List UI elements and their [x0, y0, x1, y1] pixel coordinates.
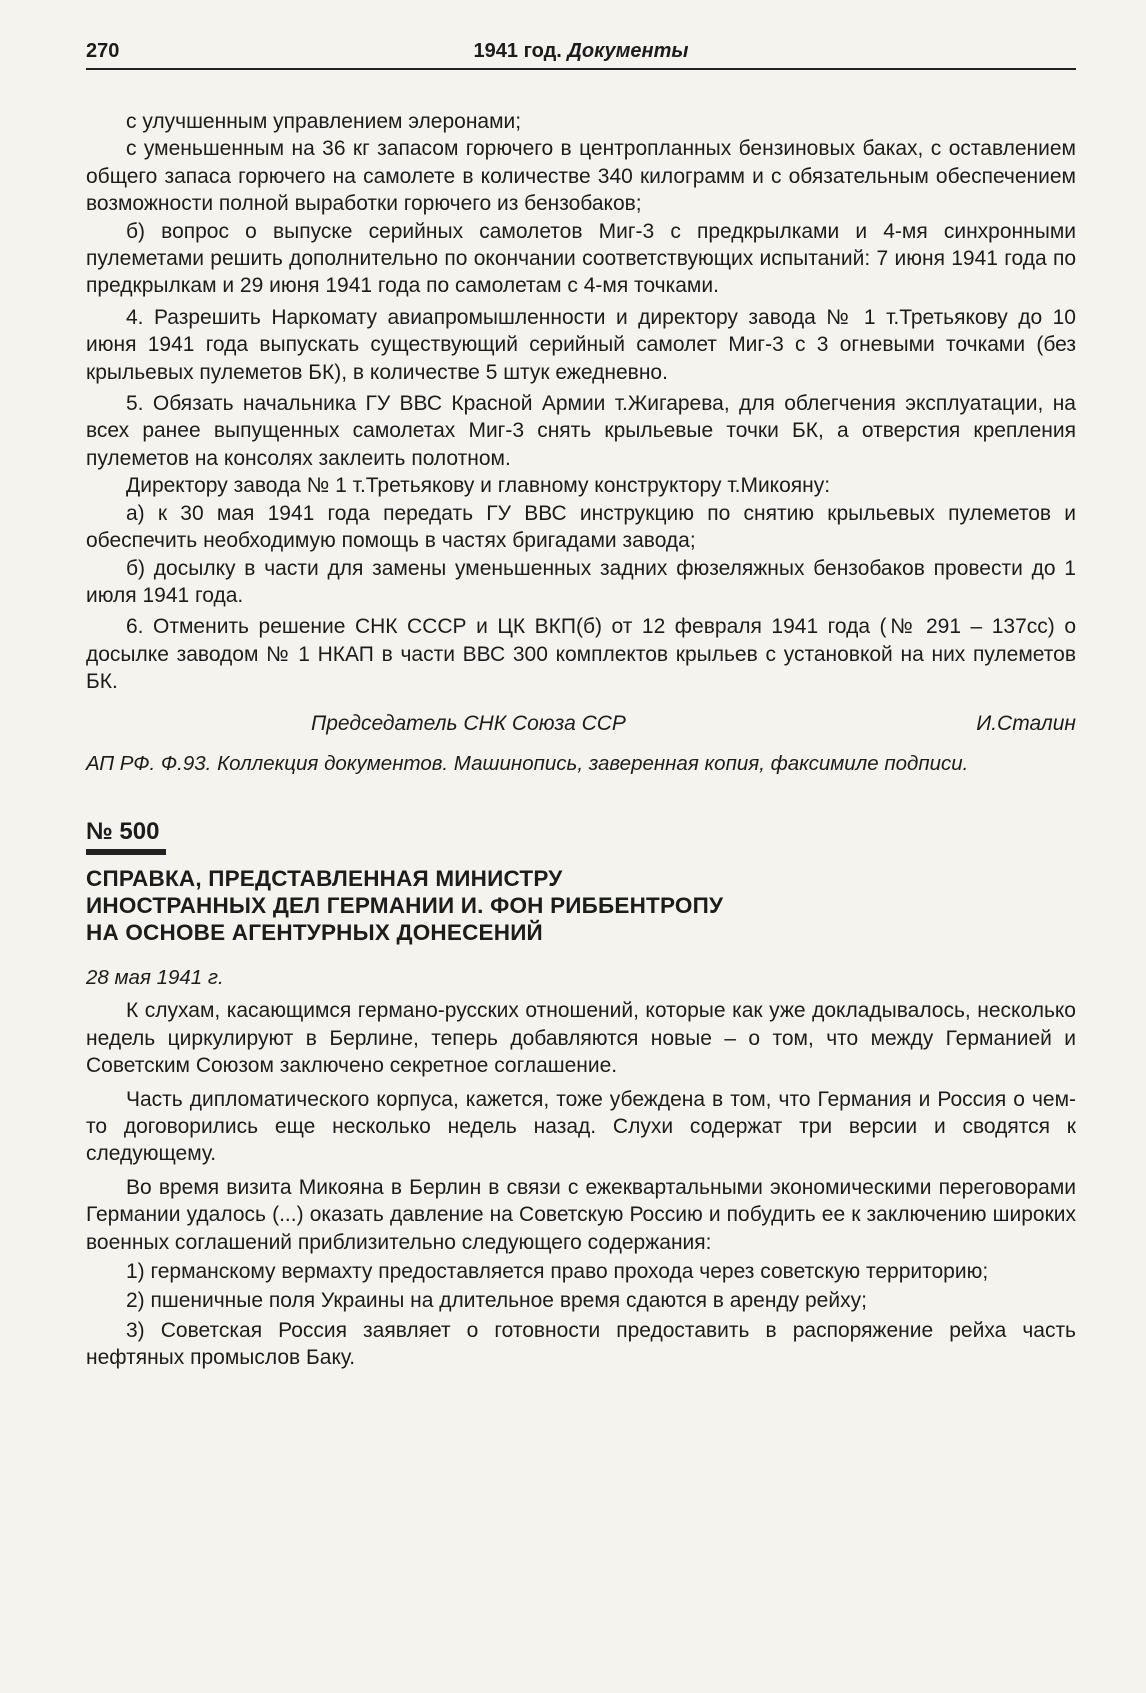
document-date: 28 мая 1941 г. [86, 965, 224, 989]
list-item-ukraine: 2) пшеничные поля Украины на длительное время сдаются в аренду рейху; [126, 1289, 867, 1313]
archive-note: АП РФ. Ф.93. Коллекция документов. Машинопись, заверенная копия, факсимиле подписи. [86, 751, 969, 775]
paragraph-director: Директору завода № 1 т.Третьякову и главному конструктору т.Микояну: [126, 474, 831, 498]
paragraph-mikoyan-visit: Во время визита Микояна в Берлин в связи с ежеквартальными экономическими переговорами Германии удалось (...) оказать давление на Советскую Россию и побудить ее к заключению широких военных соглашений приблизительно следующего содержания: [86, 1175, 1076, 1254]
document-number-rule [86, 849, 166, 855]
running-title-year: 1941 год. [473, 40, 562, 62]
document-title [86, 865, 1076, 946]
signature-position: Председатель СНК Союза ССР [311, 711, 626, 735]
document-title-line-2: ИНОСТРАННЫХ ДЕЛ ГЕРМАНИИ И. ФОН РИББЕНТРОПУ [86, 892, 724, 918]
paragraph-item-6: 6. Отменить решение СНК СССР и ЦК ВКП(б) от 12 февраля 1941 года (№ 291 – 137сс) о досылке заводом № 1 НКАП в части ВВС 300 комплектов крыльев с установкой на них пулеметов БК. [86, 615, 1076, 694]
page-body [86, 108, 1076, 1372]
running-title-section: Документы [567, 40, 689, 62]
document-title-line-1: СПРАВКА, ПРЕДСТАВЛЕННАЯ МИНИСТРУ [86, 865, 563, 891]
paragraph-rumors: К слухам, касающимся германо-русских отношений, которые как уже докладывалось, несколько недель циркулируют в Берлине, теперь добавляются новые – о том, что между Германией и Советским Союзом заключено секретное соглашение. [86, 999, 1076, 1078]
paragraph-instruction: а) к 30 мая 1941 года передать ГУ ВВС инструкцию по снятию крыльевых пулеметов и обеспечить необходимую помощь в частях бригадами завода; [86, 501, 1076, 553]
running-header [86, 38, 1076, 70]
running-title [86, 40, 1076, 63]
document-title-line-3: НА ОСНОВЕ АГЕНТУРНЫХ ДОНЕСЕНИЙ [86, 919, 543, 945]
paragraph-tanks: б) досылку в части для замены уменьшенных задних фюзеляжных бензобаков провести до 1 июля 1941 года. [86, 556, 1076, 607]
paragraph-item-4: 4. Разрешить Наркомату авиапромышленности и директору завода № 1 т.Третьякову до 10 июня 1941 года выпускать существующий серийный самолет Миг-3 с 3 огневыми точками (без крыльевых пулеметов БК), в количестве 5 штук ежедневно. [86, 305, 1076, 384]
document-number: № 500 [86, 817, 160, 845]
book-page [86, 38, 1076, 1372]
paragraph-slats: б) вопрос о выпуске серийных самолетов Миг-3 с предкрылками и 4-мя синхронными пулеметами решить дополнительно по окончании соответствующих испытаний: 7 июня 1941 года по предкрылкам и 29 июня 1941 года по самолетам с 4-мя точками. [86, 219, 1076, 298]
paragraph-ailerons: с улучшенным управлением элеронами; [126, 110, 522, 133]
signature-name: И.Сталин [976, 711, 1076, 735]
list-item-baku: 3) Советская Россия заявляет о готовности предоставить в распоряжение рейха часть нефтяных промыслов Баку. [86, 1318, 1076, 1370]
paragraph-item-5: 5. Обязать начальника ГУ ВВС Красной Армии т.Жигарева, для облегчения эксплуатации, на всех ранее выпущенных самолетах Миг-3 снять крыльевые точки БК, а отверстия крепления пулеметов на консолях заклеить полотном. [86, 392, 1076, 470]
list-item-transit: 1) германскому вермахту предоставляется право прохода через советскую территорию; [126, 1260, 989, 1283]
signature-row [86, 710, 1076, 737]
page-number: 270 [86, 40, 120, 62]
paragraph-diplomatic-corps: Часть дипломатического корпуса, кажется, тоже убеждена в том, что Германия и Россия о чем-то договорились еще несколько недель назад. Слухи содержат три версии и сводятся к следующему. [86, 1087, 1076, 1166]
paragraph-fuel: с уменьшенным на 36 кг запасом горючего в центропланных бензиновых баках, с оставлением общего запаса горючего на самолете в количестве 340 килограмм и с обязательным обеспечением возможности полной выработки горючего из бензобаков; [86, 137, 1076, 216]
